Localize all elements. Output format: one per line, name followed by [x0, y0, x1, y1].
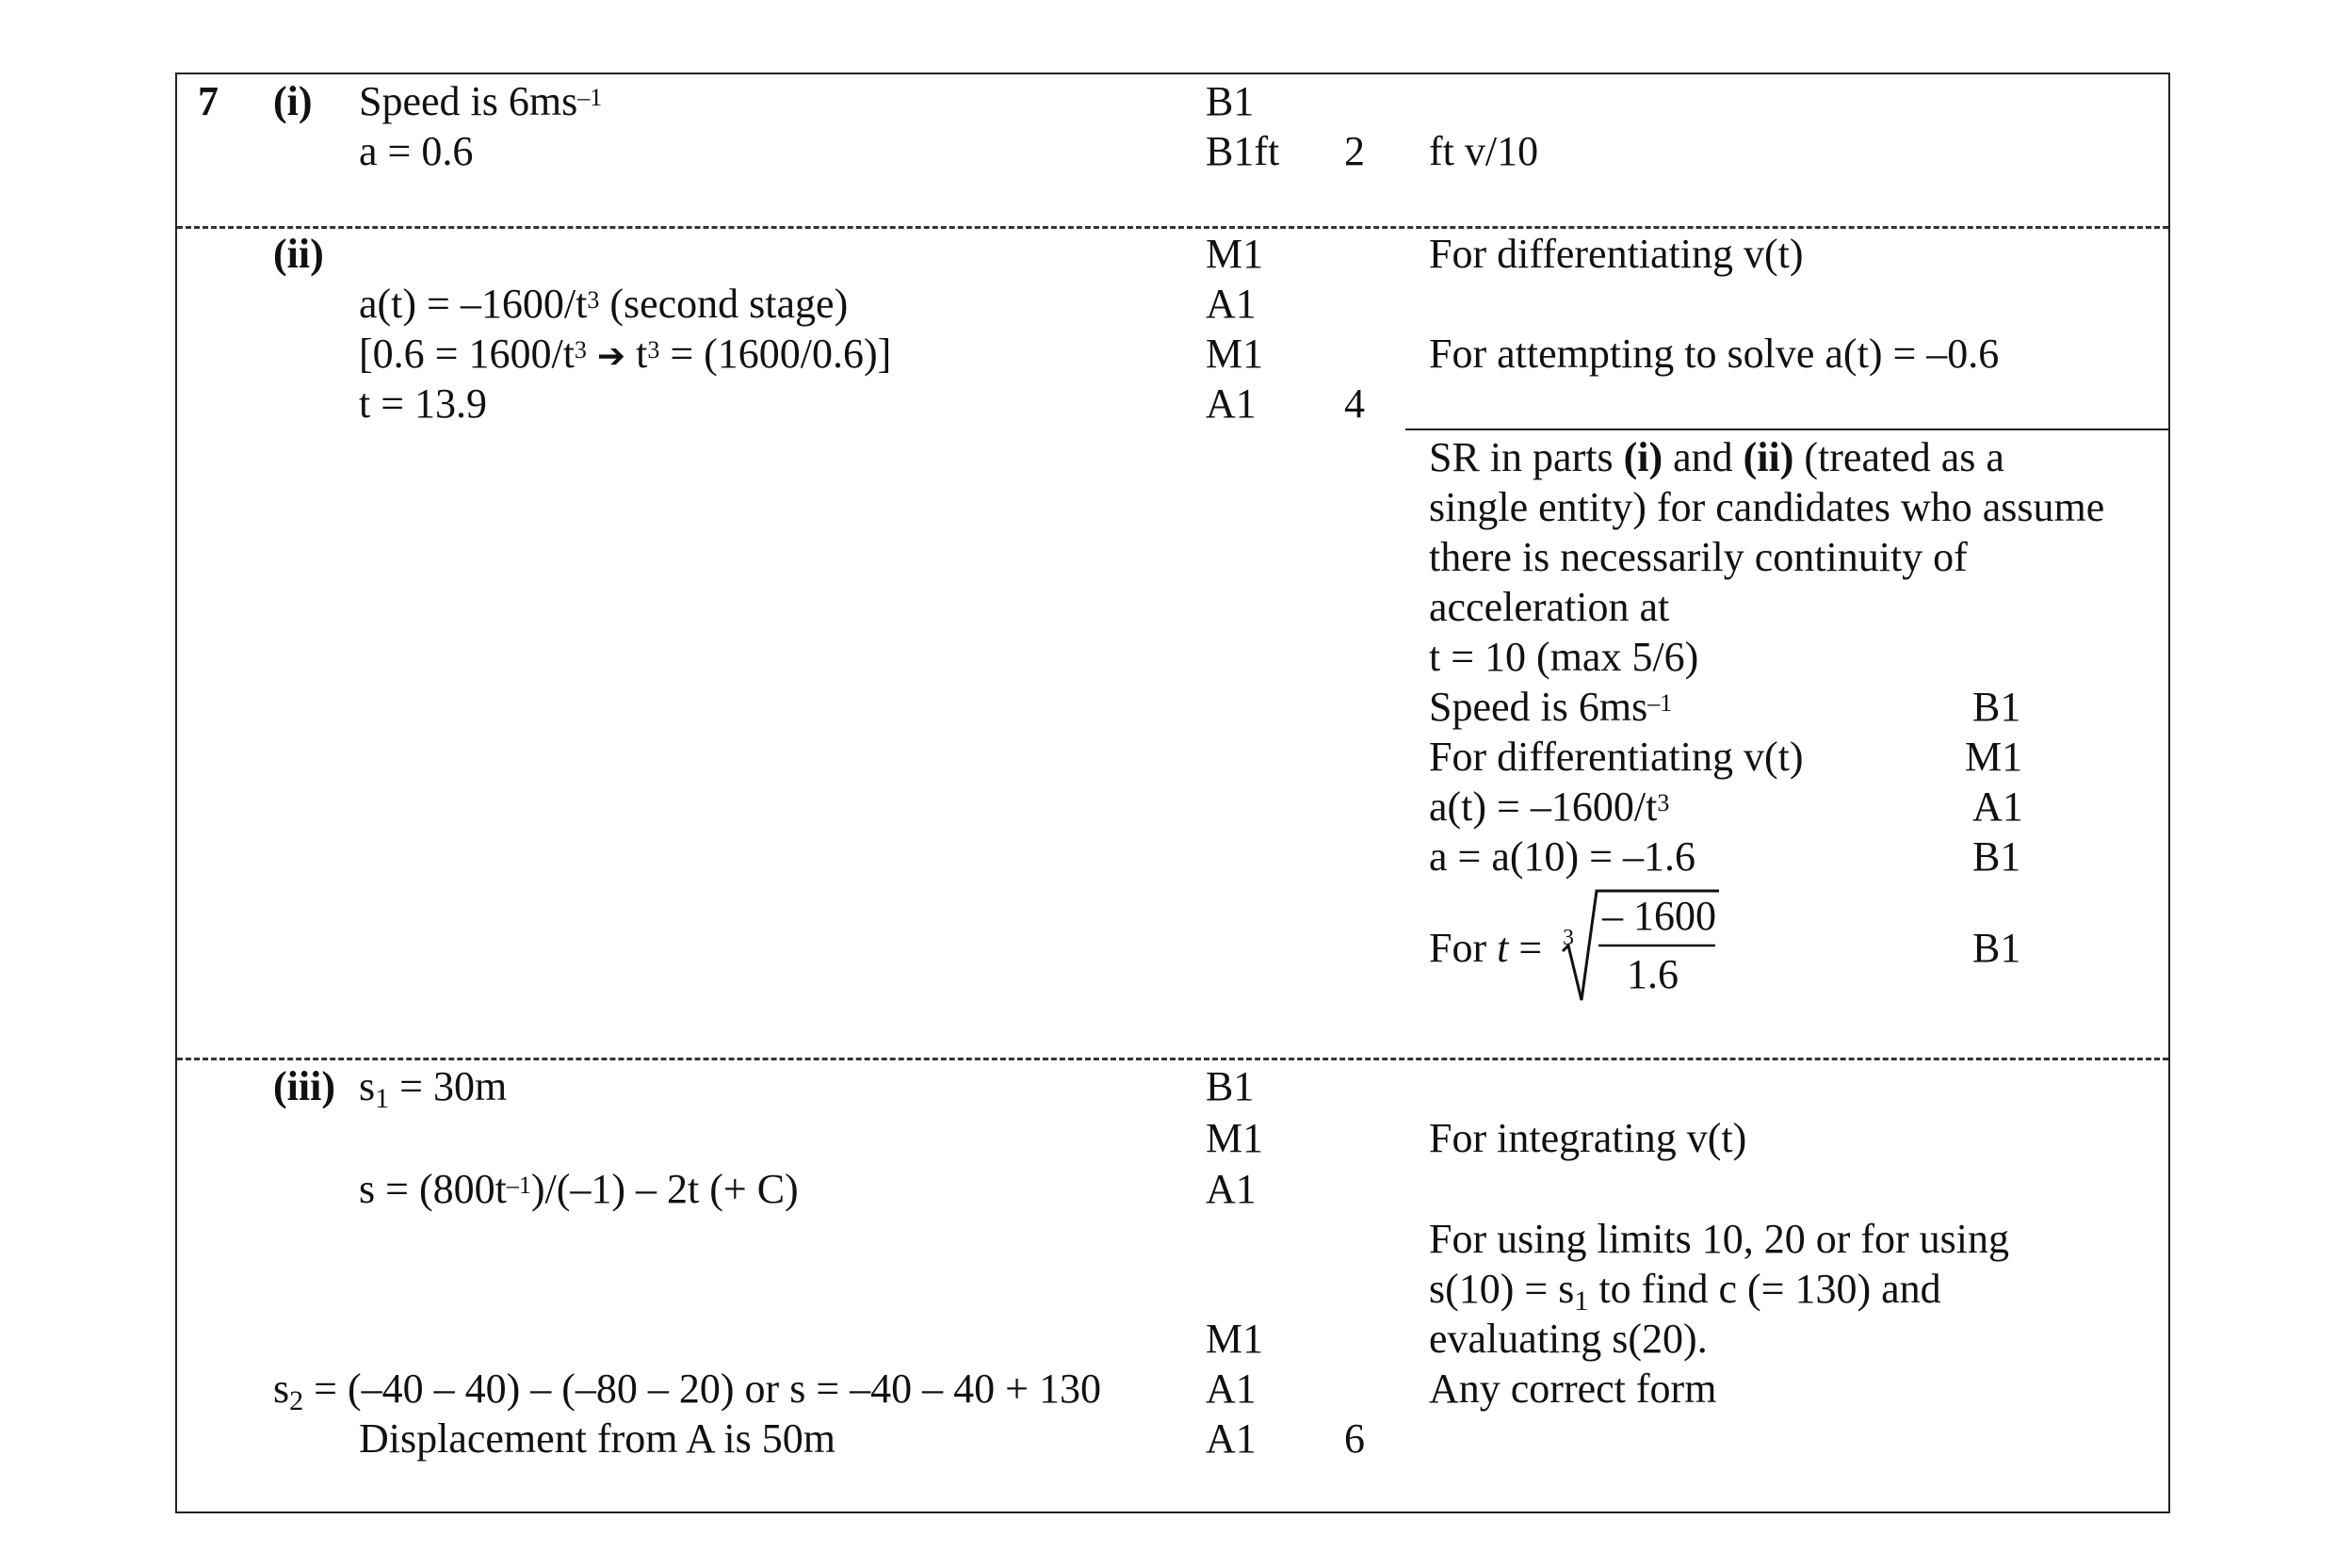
part-iii-line4: Displacement from A is 50m [359, 1415, 835, 1462]
part-ii-label: (ii) [273, 231, 324, 277]
sr-divider [1405, 428, 2168, 430]
dashed-divider-2 [177, 1058, 2168, 1060]
part-i-mark-1: B1 [1206, 78, 1255, 124]
part-iii-mark-2: M1 [1206, 1115, 1264, 1161]
part-ii-mark-4: A1 [1206, 380, 1257, 427]
implies-arrow-icon: ➔ [596, 337, 626, 376]
part-ii-mark-2: A1 [1206, 281, 1257, 327]
part-i-mark-2: B1ft [1206, 128, 1280, 174]
part-iii-mark-1: B1 [1206, 1063, 1255, 1109]
part-iii-line1: $s_1 = 30m$ [359, 1063, 508, 1114]
root-denominator: 1.6 [1627, 951, 1679, 997]
part-iii-note-3: $s(10) = s_1$ to find c (= 130) and [1429, 1266, 1941, 1317]
part-i-line1: Speed is $6ms^{-1}$ [359, 78, 603, 124]
part-ii-line3: t = 13.9 [359, 380, 488, 427]
part-iii-mark-5: A1 [1206, 1366, 1257, 1412]
part-i-label: (i) [273, 78, 313, 124]
sr-row-2-mark: M1 [1965, 734, 2023, 780]
part-ii-line1: $a(t) = -1600/t^3$ (second stage) [359, 281, 849, 327]
question-number: 7 [198, 78, 219, 124]
part-iii-label: (iii) [273, 1063, 335, 1109]
sr-row-2: For differentiating v(t) [1429, 734, 1804, 780]
part-iii-line2: $s = (800t^{-1})/(-1) - 2t$ (+ C) [359, 1166, 799, 1212]
part-ii-total: 4 [1344, 380, 1365, 427]
sr-root-prefix: For t = [1429, 925, 1543, 971]
part-iii-mark-4: M1 [1206, 1316, 1264, 1362]
sr-row-4-mark: B1 [1972, 833, 2021, 880]
cube-root-expression [1559, 885, 1728, 1006]
sr-line-1: SR in parts (i) and (ii) (treated as a [1429, 434, 2004, 480]
sr-row-3: $a(t) = -1600/t^3$ [1429, 784, 1670, 830]
root-index: 3 [1563, 926, 1574, 950]
part-iii-total: 6 [1344, 1415, 1365, 1462]
sr-line-3: there is necessarily continuity of [1429, 534, 1968, 580]
sr-root-mark: B1 [1972, 925, 2021, 971]
part-iii-line3: $s_2 = (-40 - 40) - (-80 - 20)$ or s = –40 – 40 + 130 [273, 1366, 1101, 1416]
sr-row-4: a = a(10) = –1.6 [1429, 833, 1695, 880]
part-iii-note-2: For using limits 10, 20 or for using [1429, 1216, 2010, 1262]
sr-row-3-mark: A1 [1972, 784, 2023, 830]
part-iii-note-4: evaluating s(20). [1429, 1316, 1708, 1362]
sr-line-5: t = 10 (max 5/6) [1429, 634, 1699, 680]
part-i-total: 2 [1344, 128, 1365, 174]
sr-line-2: single entity) for candidates who assume [1429, 484, 2105, 530]
part-ii-note-1: For differentiating v(t) [1429, 231, 1804, 277]
sr-line-4: acceleration at [1429, 584, 1670, 630]
dashed-divider-1 [177, 226, 2168, 229]
root-numerator: – 1600 [1602, 893, 1716, 939]
part-i-note: ft v/10 [1429, 128, 1539, 174]
part-i-line2: a = 0.6 [359, 128, 474, 174]
part-ii-mark-1: M1 [1206, 231, 1264, 277]
part-iii-note-5: Any correct form [1429, 1366, 1717, 1412]
part-ii-line2: [$0.6 = 1600/t^3$ ➔ $t^3 = (1600/0.6)$] [359, 331, 892, 377]
part-ii-mark-3: M1 [1206, 331, 1264, 377]
part-ii-note-2: For attempting to solve a(t) = –0.6 [1429, 331, 2000, 377]
part-iii-note-1: For integrating v(t) [1429, 1115, 1747, 1161]
sr-row-1: Speed is $6ms^{-1}$ [1429, 684, 1673, 730]
part-iii-mark-6: A1 [1206, 1415, 1257, 1462]
sr-row-1-mark: B1 [1972, 684, 2021, 730]
part-iii-mark-3: A1 [1206, 1166, 1257, 1212]
